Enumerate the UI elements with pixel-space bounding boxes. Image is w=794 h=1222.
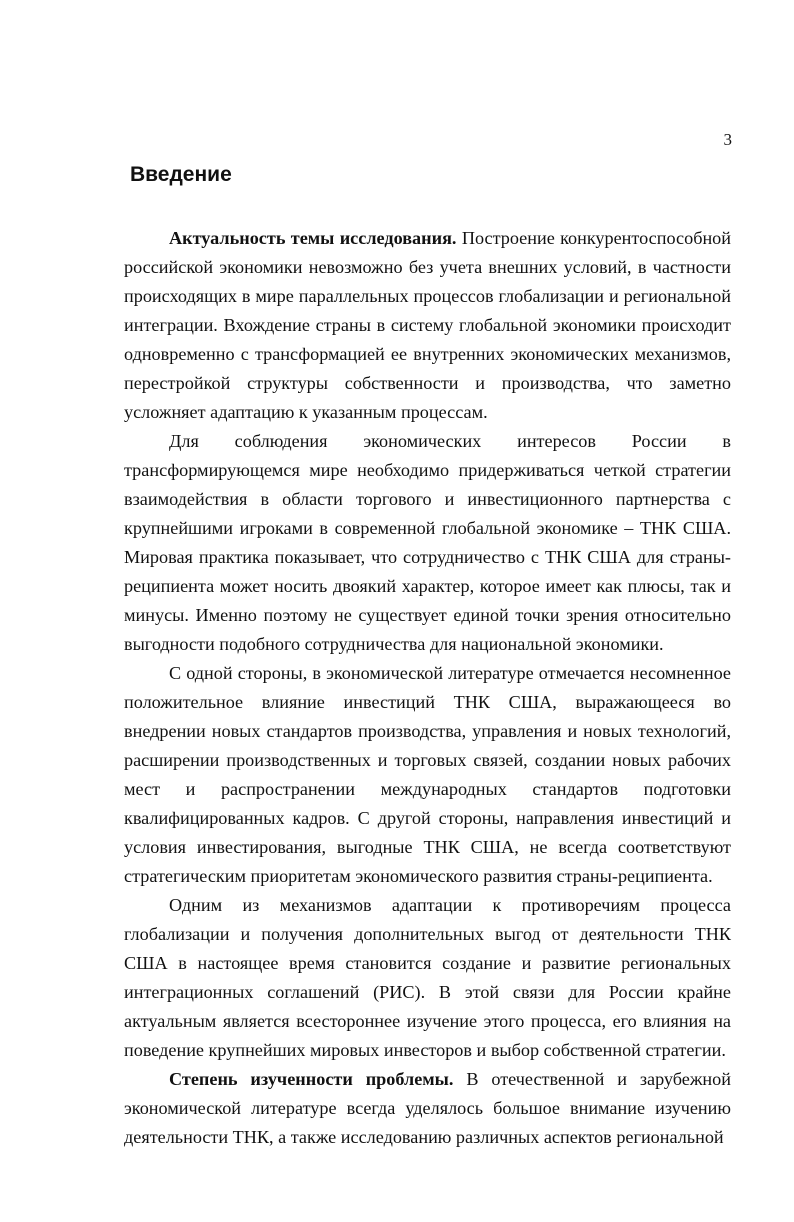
paragraph-lead: Степень изученности проблемы. [169,1069,454,1089]
document-body [124,224,731,1152]
paragraph-lead: Актуальность темы исследования. [169,228,457,248]
paragraph-text: В отечественной и зарубежной экономической литературе всегда уделялось большое внимание изучению деятельности ТНК, а также исследованию различных аспектов региональной [124,1069,731,1147]
paragraph-research-degree [124,1065,731,1152]
paragraph-influence [124,659,731,891]
paragraph-strategy [124,427,731,659]
paragraph-text: Построение конкурентоспособной российской экономики невозможно без учета внешних условий, в частности происходящих в мире параллельных процессов глобализации и региональной интеграции. Вхождение страны в систему глобальной экономики происходит одновременно с трансформацией ее внутренних экономических механизмов, перестройкой структуры собственности и производства, что заметно усложняет адаптацию к указанным процессам. [124,228,732,422]
paragraph-text: Одним из механизмов адаптации к противоречиям процесса глобализации и получения дополнительных выгод от деятельности ТНК США в настоящее время становится создание и развитие региональных интеграционных соглашений (РИС). В этой связи для России крайне актуальным является всестороннее изучение этого процесса, его влияния на поведение крупнейших мировых инвесторов и выбор собственной стратегии. [124,895,731,1060]
page-number: 3 [723,130,732,149]
paragraph-text: Для соблюдения экономических интересов России в трансформирующемся мире необходимо придерживаться четкой стратегии взаимодействия в области торгового и инвестиционного партнерства с крупнейшими игроками в современной глобальной экономике – ТНК США. Мировая практика показывает, что сотрудничество с ТНК США для страны-реципиента может носить двоякий характер, которое имеет как плюсы, так и минусы. Именно поэтому не существует единой точки зрения относительно выгодности подобного сотрудничества для национальной экономики. [124,431,731,654]
paragraph-relevance [124,224,731,427]
paragraph-integration [124,891,731,1065]
paragraph-text: С одной стороны, в экономической литературе отмечается несомненное положительное влияние инвестиций ТНК США, выражающееся во внедрении новых стандартов производства, управления и новых технологий, расширении производственных и торговых связей, создании новых рабочих мест и распространении международных стандартов подготовки квалифицированных кадров. С другой стороны, направления инвестиций и условия инвестирования, выгодные ТНК США, не всегда соответствуют стратегическим приоритетам экономического развития страны-реципиента. [124,663,731,886]
page-title: Введение [130,163,232,186]
